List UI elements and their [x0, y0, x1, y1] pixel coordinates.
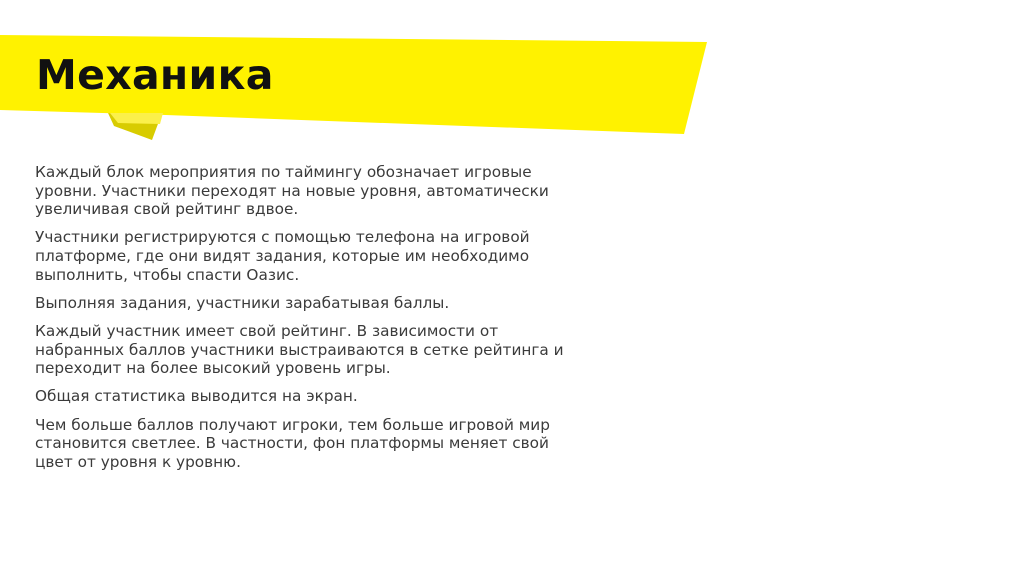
text-line: переходит на более высокий уровень игры.: [35, 359, 391, 378]
text-line: платформе, где они видят задания, которые им необходимо: [35, 246, 530, 265]
text-line: цвет от уровня к уровню.: [35, 452, 241, 471]
text-line: Общая статистика выводится на экран.: [35, 387, 358, 406]
text-line: Чем больше баллов получают игроки, тем больше игровой мир: [35, 415, 550, 434]
body-text: [35, 163, 595, 481]
paragraph: [35, 228, 595, 284]
paragraph: [35, 163, 595, 219]
text-line: уровни. Участники переходят на новые уровня, автоматически: [35, 181, 549, 200]
paragraph: [35, 416, 595, 472]
text-line: Каждый участник имеет свой рейтинг. В зависимости от: [35, 321, 499, 340]
text-line: выполнить, чтобы спасти Оазис.: [35, 265, 300, 284]
paragraph: [35, 322, 595, 378]
text-line: Выполняя задания, участники зарабатывая баллы.: [35, 293, 450, 312]
text-line: Каждый блок мероприятия по таймингу обозначает игровые: [35, 163, 532, 181]
text-line: увеличивая свой рейтинг вдвое.: [35, 200, 299, 219]
text-line: становится светлее. В частности, фон платформы меняет свой: [35, 434, 549, 453]
banner-fold-highlight: [110, 113, 163, 124]
paragraph: [35, 294, 595, 313]
slide-title: Механика: [36, 51, 274, 99]
paragraph: [35, 387, 595, 406]
text-line: Участники регистрируются с помощью телефона на игровой: [35, 228, 530, 247]
text-line: набранных баллов участники выстраиваются в сетке рейтинга и: [35, 340, 564, 359]
